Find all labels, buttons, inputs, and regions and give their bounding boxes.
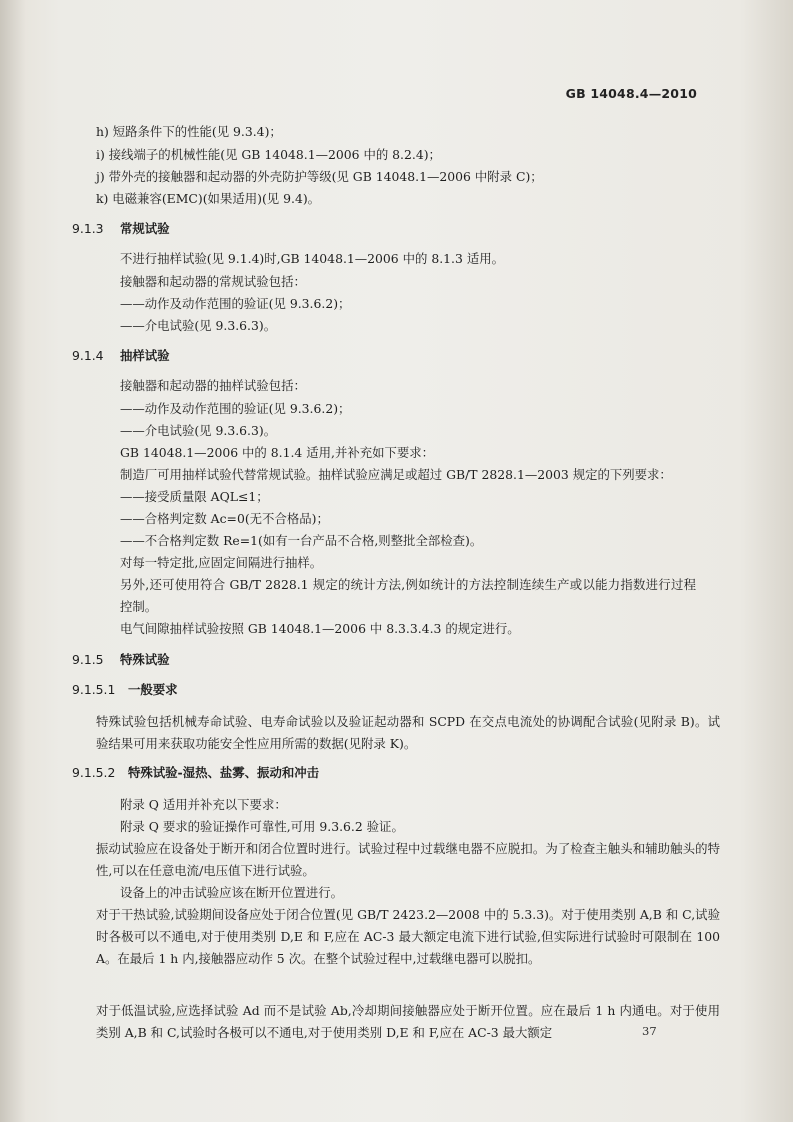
section-heading-9-1-5-1 — [72, 680, 178, 700]
paragraph: 接触器和起动器的常规试验包括： — [120, 274, 306, 289]
paragraph: 接触器和起动器的抽样试验包括： — [120, 378, 306, 393]
paragraph: 制造厂可用抽样试验代替常规试验。抽样试验应满足或超过 GB/T 2828.1—2003 规定的下列要求： — [120, 467, 672, 482]
dash-list-item: ——介电试验(见 9.3.6.3)。 — [120, 423, 277, 438]
section-number: 9.1.3 — [72, 221, 104, 236]
section-heading-9-1-3 — [72, 219, 170, 239]
section-heading-9-1-5-2 — [72, 763, 319, 783]
page-number: 37 — [642, 1024, 657, 1038]
section-number: 9.1.5 — [72, 652, 104, 667]
list-item-h: h) 短路条件下的性能(见 9.3.4)； — [96, 124, 282, 139]
paragraph: 设备上的冲击试验应该在断开位置进行。 — [120, 885, 344, 900]
paragraph: 另外,还可使用符合 GB/T 2828.1 规定的统计方法,例如统计的方法控制连续生产或以能力指数进行过程控制。 — [120, 577, 696, 614]
section-title: 常规试验 — [120, 221, 170, 236]
section-title: 抽样试验 — [120, 348, 170, 363]
dash-list-item: ——接受质量限 AQL≤1； — [120, 489, 269, 504]
section-heading-9-1-5 — [72, 650, 170, 670]
dash-list-item: ——合格判定数 Ac=0(无不合格品)； — [120, 511, 329, 526]
paragraph: 附录 Q 适用并补充以下要求： — [120, 797, 287, 812]
standard-code-header: GB 14048.4—2010 — [565, 86, 697, 101]
paragraph: 附录 Q 要求的验证操作可靠性,可用 9.3.6.2 验证。 — [120, 819, 404, 834]
paragraph: 电气间隙抽样试验按照 GB 14048.1—2006 中 8.3.3.4.3 的规定进行。 — [120, 621, 520, 636]
list-item-j: j) 带外壳的接触器和起动器的外壳防护等级(见 GB 14048.1—2006 中附录 C)； — [96, 169, 543, 184]
section-heading-9-1-4 — [72, 346, 170, 366]
dash-list-item: ——介电试验(见 9.3.6.3)。 — [120, 318, 277, 333]
section-title: 特殊试验 — [120, 652, 170, 667]
paragraph: 对于干热试验,试验期间设备应处于闭合位置(见 GB/T 2423.2—2008 中的 5.3.3)。对于使用类别 A,B 和 C,试验时各极可以不通电,对于使用类别 D,E 和 F,应在 AC-3 最大额定电流下进行试验,但实际进行试验时可限制在 100 A。在最后 1 h 内,接触器应动作 5 次。在整个试验过程中,过载继电器可以脱扣。 — [96, 907, 720, 966]
section-number: 9.1.5.2 — [72, 765, 116, 780]
list-item-k: k) 电磁兼容(EMC)(如果适用)(见 9.4)。 — [96, 191, 321, 206]
section-title: 一般要求 — [128, 682, 178, 697]
dash-list-item: ——动作及动作范围的验证(见 9.3.6.2)； — [120, 296, 351, 311]
section-title: 特殊试验-湿热、盐雾、振动和冲击 — [128, 765, 320, 780]
paragraph: 特殊试验包括机械寿命试验、电寿命试验以及验证起动器和 SCPD 在交点电流处的协调配合试验(见附录 B)。试验结果可用来获取功能安全性应用所需的数据(见附录 K)。 — [96, 714, 720, 751]
section-number: 9.1.4 — [72, 348, 104, 363]
paragraph: 振动试验应在设备处于断开和闭合位置时进行。试验过程中过载继电器不应脱扣。为了检查主触头和辅助触头的特性,可以在任意电流/电压值下进行试验。 — [96, 841, 720, 878]
paragraph: 对于低温试验,应选择试验 Ad 而不是试验 Ab,冷却期间接触器应处于断开位置。应在最后 1 h 内通电。对于使用类别 A,B 和 C,试验时各极可以不通电,对于使用类别 D,E 和 F,应在 AC-3 最大额定 — [96, 1003, 720, 1040]
paragraph: 不进行抽样试验(见 9.1.4)时,GB 14048.1—2006 中的 8.1.3 适用。 — [120, 251, 504, 266]
paragraph: 对每一特定批,应固定间隔进行抽样。 — [120, 555, 323, 570]
dash-list-item: ——动作及动作范围的验证(见 9.3.6.2)； — [120, 401, 351, 416]
list-item-i: i) 接线端子的机械性能(见 GB 14048.1—2006 中的 8.2.4)； — [96, 147, 441, 162]
paragraph: GB 14048.1—2006 中的 8.1.4 适用,并补充如下要求： — [120, 445, 435, 460]
dash-list-item: ——不合格判定数 Re=1(如有一台产品不合格,则整批全部检查)。 — [120, 533, 483, 548]
section-number: 9.1.5.1 — [72, 682, 116, 697]
